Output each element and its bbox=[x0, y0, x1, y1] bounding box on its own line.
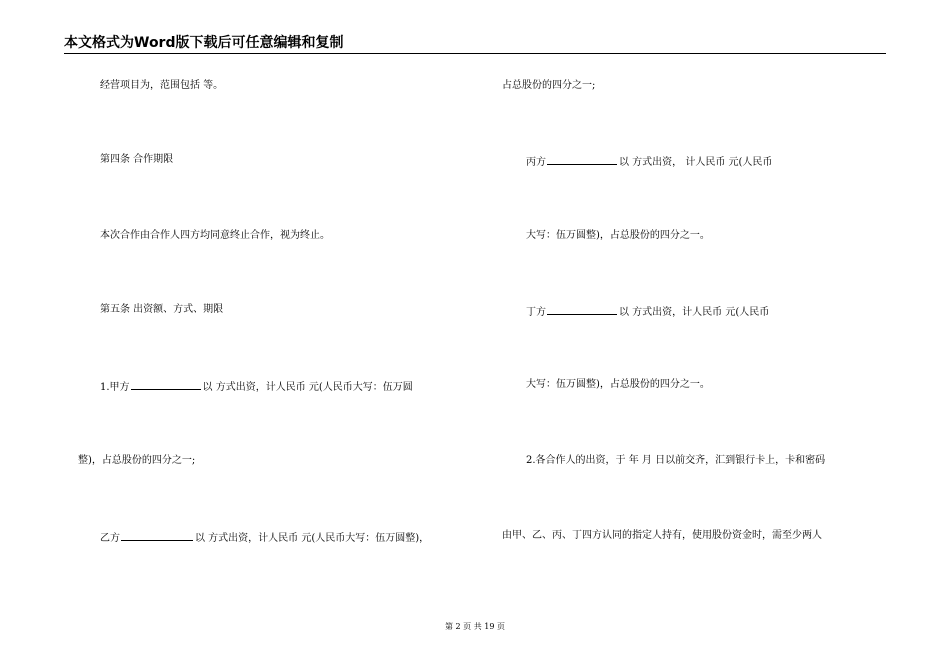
party-c-label: 丙方 bbox=[526, 157, 546, 168]
page-footer bbox=[0, 622, 950, 632]
right-line-party-d-share: 大写：伍万圆整)，占总股份的四分之一。 bbox=[526, 379, 710, 390]
party-b-blank bbox=[121, 530, 193, 541]
party-b-terms: 以 方式出资，计人民币 元(人民币大写：伍万圆整)， bbox=[195, 533, 430, 544]
right-line-party-c bbox=[526, 154, 772, 169]
left-line-article5-heading: 第五条 出资额、方式、期限 bbox=[100, 304, 224, 315]
left-line-party-a bbox=[100, 379, 413, 394]
left-line-party-a-share: 整)，占总股份的四分之一; bbox=[78, 455, 196, 466]
page-header bbox=[64, 34, 886, 54]
page-number-label: 第 2 页 共 19 页 bbox=[445, 622, 505, 631]
right-line-party-d bbox=[526, 304, 769, 319]
right-line-contribution-deadline: 2.各合作人的出资，于 年 月 日以前交齐，汇到银行卡上，卡和密码 bbox=[526, 455, 826, 466]
party-a-terms: 以 方式出资，计人民币 元(人民币大写：伍万圆 bbox=[202, 382, 413, 393]
right-line-party-c-share: 大写：伍万圆整)，占总股份的四分之一。 bbox=[526, 230, 710, 241]
party-c-blank bbox=[547, 154, 617, 165]
party-a-label: 1.甲方 bbox=[100, 382, 130, 393]
party-b-label: 乙方 bbox=[100, 533, 120, 544]
right-line-party-b-share: 占总股份的四分之一; bbox=[502, 80, 596, 91]
party-d-blank bbox=[547, 304, 617, 315]
left-line-party-b bbox=[100, 530, 429, 545]
party-c-terms: 以 方式出资， 计人民币 元(人民币 bbox=[619, 157, 773, 168]
party-d-label: 丁方 bbox=[526, 307, 546, 318]
right-line-designated-holder: 由甲、乙、丙、丁四方认同的指定人持有，使用股份资金时，需至少两人 bbox=[502, 530, 822, 541]
left-line-article4-heading: 第四条 合作期限 bbox=[100, 154, 174, 165]
party-d-terms: 以 方式出资，计人民币 元(人民币 bbox=[619, 307, 770, 318]
left-line-termination: 本次合作由合作人四方均同意终止合作，视为终止。 bbox=[100, 230, 330, 241]
left-line-business-scope: 经营项目为，范围包括 等。 bbox=[100, 80, 224, 91]
header-title: 本文格式为Word版下载后可任意编辑和复制 bbox=[64, 35, 344, 51]
party-a-blank bbox=[131, 379, 201, 390]
